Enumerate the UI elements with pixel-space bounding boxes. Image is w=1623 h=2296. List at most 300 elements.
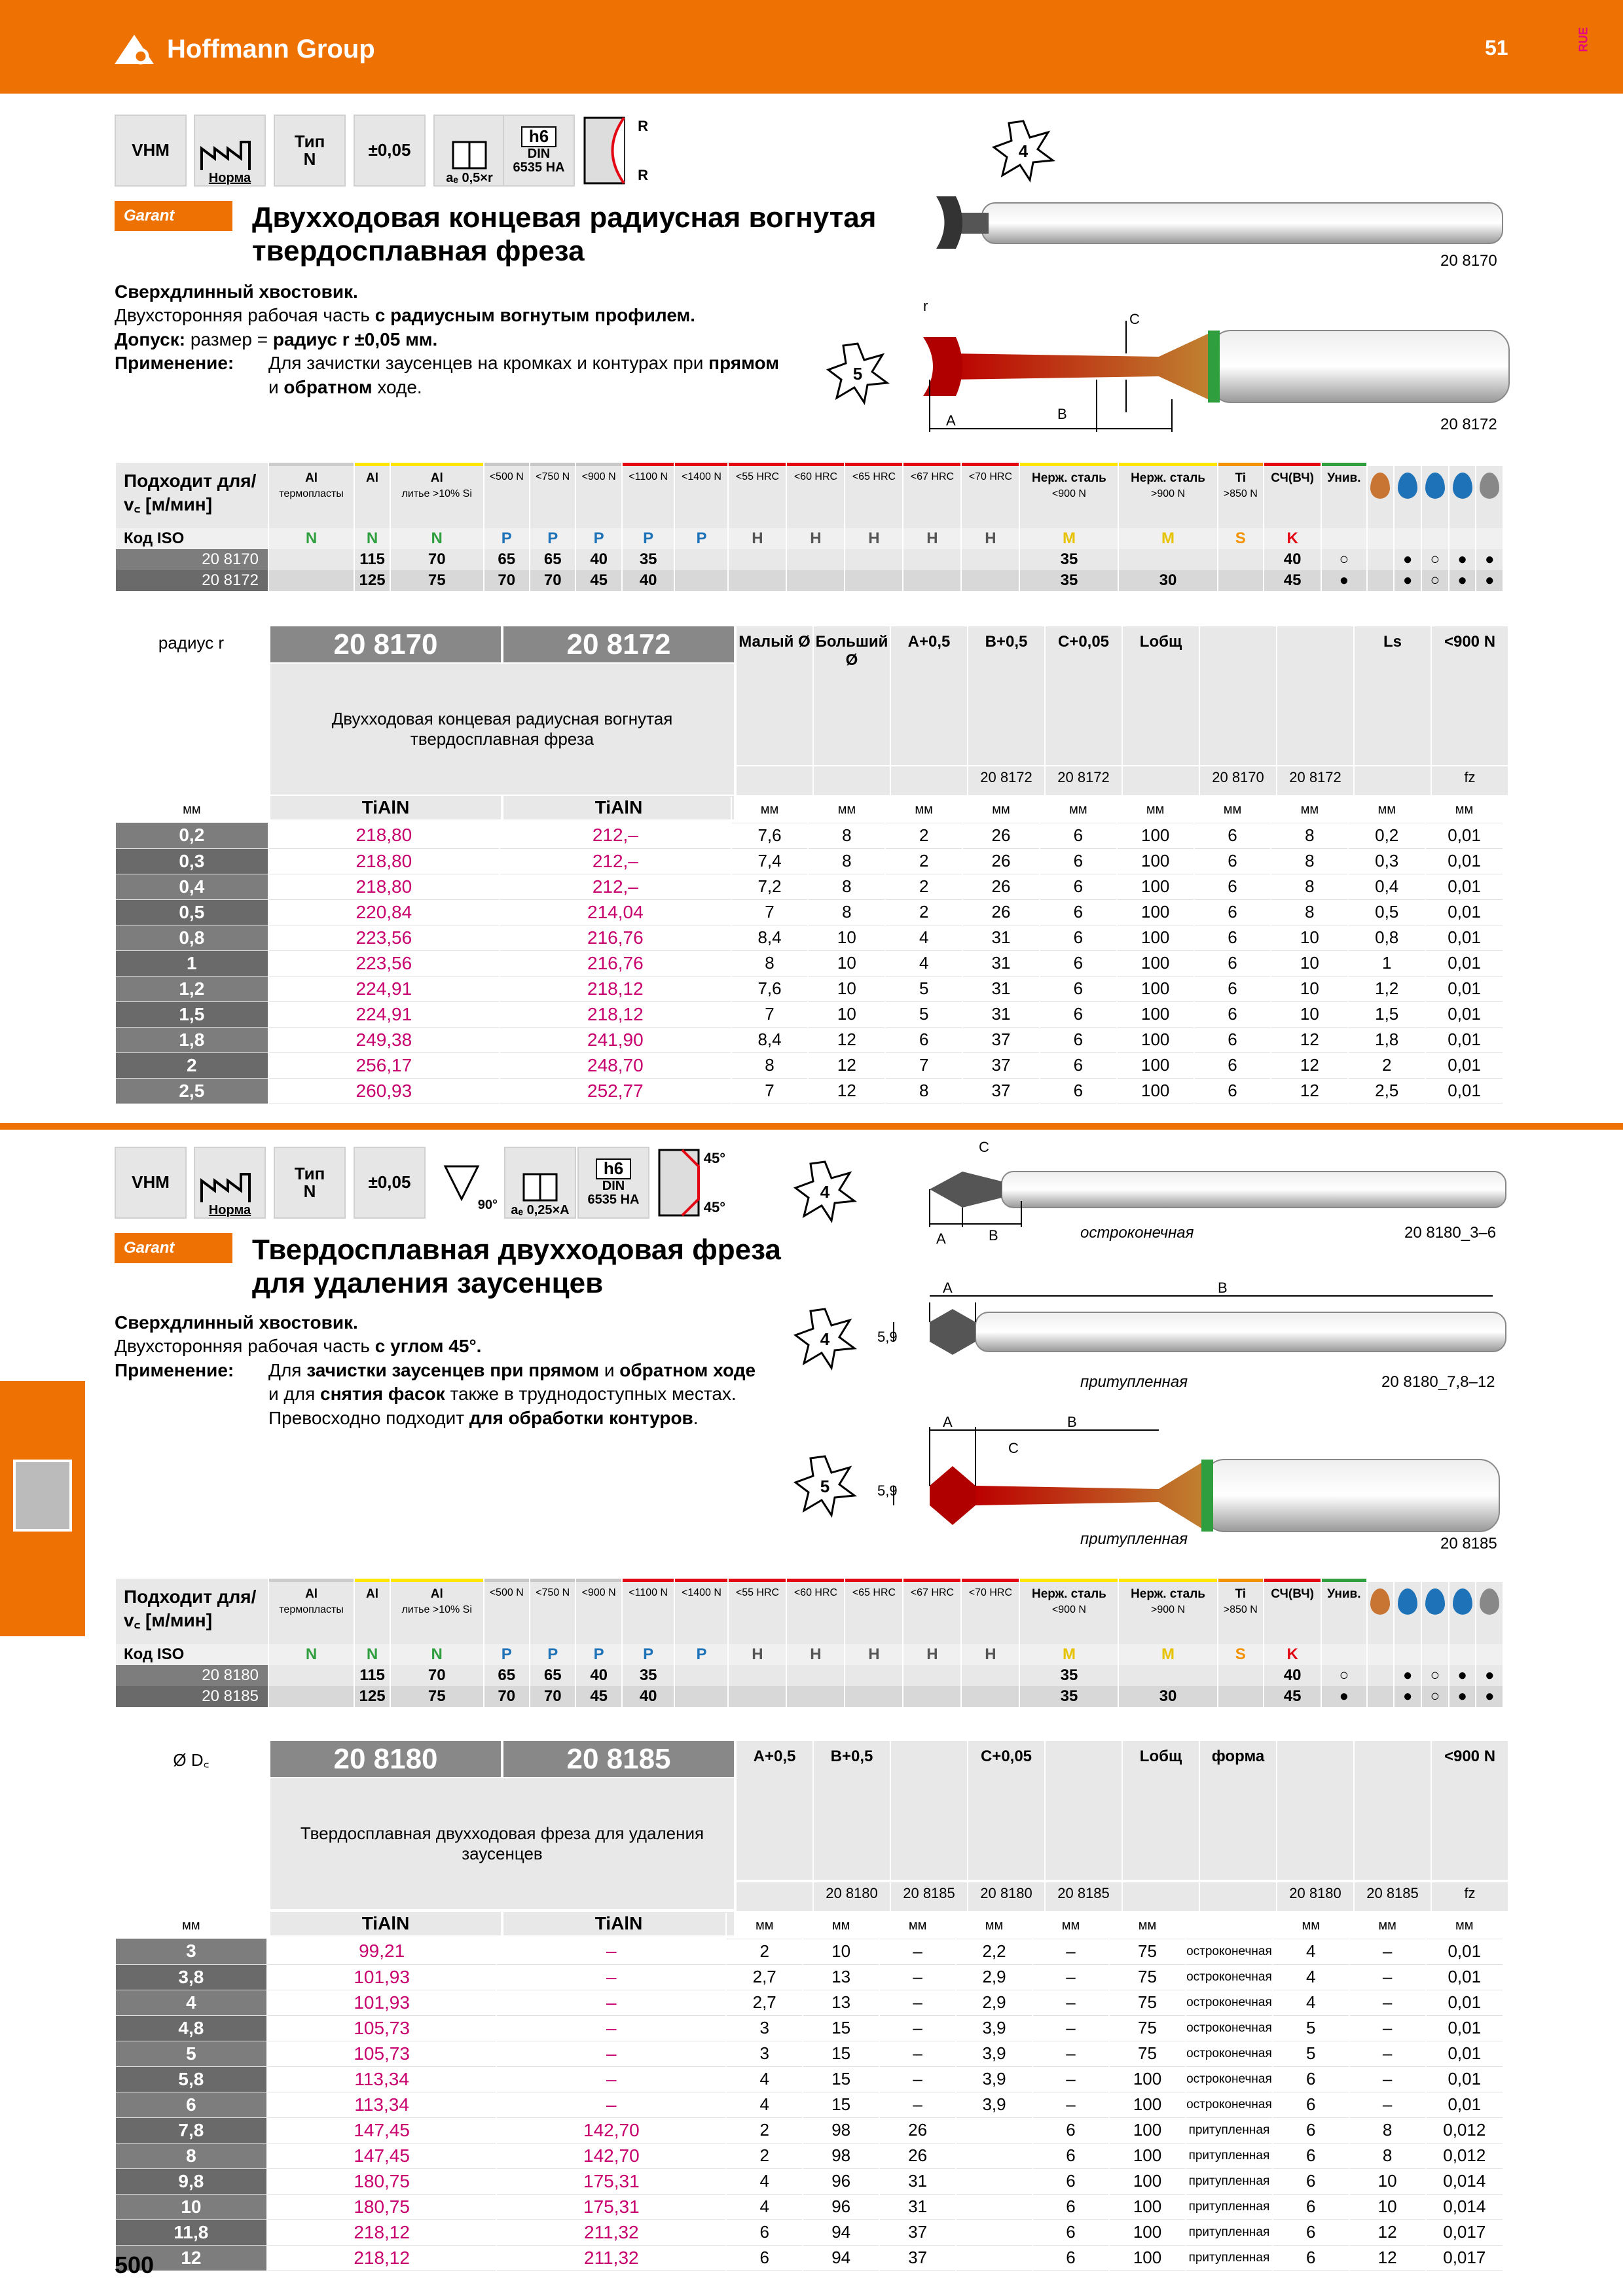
value-cell: 26 [962,848,1040,874]
value-cell: – [879,1990,956,2015]
value-cell: 15 [803,2092,879,2117]
table1-col-head: Больший Ø [814,626,890,765]
mat2-row-code: 20 8180 [115,1665,268,1686]
mat2-speed-cell [1218,1686,1264,1707]
value-cell: 0,01 [1425,925,1503,950]
price-cell[interactable]: 241,90 [500,1027,731,1052]
mat1-speed-cell [674,570,728,591]
mat2-label: Подходит для/ v꜀ [м/мин] [115,1579,268,1644]
mat1-speed-cell: 125 [354,570,390,591]
value-cell: 3 [726,2041,803,2066]
table1-col-head [1277,626,1353,765]
mat1-iso-code: N [354,528,390,549]
mat1-header-row [115,463,1503,528]
mat1-label: Подходит для/ v꜀ [м/мин] [115,463,268,528]
mat1-speed-cell: 45 [1264,570,1321,591]
value-cell: 6 [1194,823,1271,848]
mat2-material-col: <70 HRC [961,1579,1019,1644]
value-cell: 6 [1040,874,1117,899]
table-row [115,2245,1503,2270]
price-cell[interactable]: 212,– [500,874,731,899]
price-cell[interactable]: 218,80 [268,823,500,848]
row-key: 3,8 [115,1964,267,1990]
mat1-speed-cell [845,570,903,591]
value-cell: 1 [1348,950,1425,976]
price-cell[interactable]: 113,34 [267,2066,497,2092]
value-cell: 0,5 [1348,899,1425,925]
value-cell: 3 [726,2015,803,2041]
price-cell[interactable]: 212,– [500,848,731,874]
value-cell: остроконечная [1186,2092,1273,2117]
mat1-speed-cell [786,549,845,570]
price-cell[interactable]: 249,38 [268,1027,500,1052]
coolant-icon [1398,1588,1417,1615]
mat1-speed-cell [1218,570,1264,591]
value-cell: 2 [726,2143,803,2168]
value-cell: 6 [1032,2117,1109,2143]
price-cell[interactable]: 218,12 [267,2245,497,2270]
value-cell: 0,01 [1425,1027,1503,1052]
value-cell: 6 [726,2245,803,2270]
value-cell: 6 [1273,2143,1349,2168]
table1-col-sub [891,766,967,795]
value-cell: 6 [1273,2117,1349,2143]
value-cell: 12 [808,1078,885,1103]
table1-col-head: Ls [1355,626,1431,765]
product-description-1: Сверхдлинный хвостовик. Двухсторонняя рабочая часть с радиусным вогнутым профилем. Допуск: размер = радиус r ±0,05 мм. Применение: Для зачистки заусенцев на кромках и контурах при прямом и обратном ходе. [115,281,779,397]
value-cell: 75 [1109,2041,1186,2066]
value-cell: 6 [1273,2092,1349,2117]
value-cell: 0,01 [1426,2066,1503,2092]
mat2-material-col: <65 HRC [845,1579,903,1644]
mat1-material-col: <1400 N [674,463,728,528]
side-tab-tool-icon [13,1460,72,1532]
mat2-iso-code: H [786,1644,845,1665]
mat2-header-row [115,1579,1503,1644]
value-cell: – [1349,2041,1426,2066]
mat1-row-code: 20 8172 [115,570,268,591]
row-key: 12 [115,2245,267,2270]
tool-code-blunt: 20 8180_7,8–12 [1381,1373,1495,1391]
table2-col-sub [1123,1882,1199,1911]
price-cell[interactable]: 211,32 [496,2219,726,2245]
value-cell: 0,3 [1348,848,1425,874]
price-cell[interactable]: 175,31 [496,2194,726,2219]
value-cell: 8 [808,899,885,925]
mat1-iso-code: N [390,528,484,549]
standard-norm-icon: Норма [194,115,266,187]
mat2-material-col: Унив. [1321,1579,1366,1644]
value-cell: 0,012 [1426,2117,1503,2143]
price-cell[interactable]: – [496,1939,726,1964]
table2-col-head [1277,1741,1353,1880]
price-cell[interactable]: 223,56 [268,925,500,950]
value-cell: 6 [726,2219,803,2245]
table-row [115,1939,1503,1964]
price-cell[interactable]: 105,73 [267,2041,497,2066]
value-cell [956,2245,1032,2270]
value-cell: 4 [726,2066,803,2092]
price-cell[interactable]: – [496,2066,726,2092]
price-cell[interactable]: – [496,1990,726,2015]
mat1-speed-cell: 65 [484,549,530,570]
value-cell: 2,7 [726,1990,803,2015]
price-cell[interactable]: 101,93 [267,1964,497,1990]
value-cell: – [879,2041,956,2066]
price-cell[interactable]: 224,91 [268,1001,500,1027]
tool-drawing-208172 [910,298,1519,442]
value-cell: 96 [803,2168,879,2194]
mat1-speed-cell: 70 [484,570,530,591]
tool-drawing-blunt [877,1280,1519,1374]
price-cell[interactable]: 211,32 [496,2245,726,2270]
mat2-iso-code: P [674,1644,728,1665]
value-cell: 0,01 [1426,2041,1503,2066]
value-cell: 10 [808,1001,885,1027]
mat2-speed-cell [1367,1686,1395,1707]
value-cell: 37 [879,2219,956,2245]
mat1-speed-cell: 40 [575,549,621,570]
unit-cell: мм [1425,797,1503,823]
unit-cell: мм [182,1918,200,1933]
value-cell: 26 [962,874,1040,899]
table2-col-head: <900 N [1432,1741,1508,1880]
coolant-icon [1425,1588,1445,1615]
value-cell: 6 [885,1027,962,1052]
value-cell: 100 [1117,925,1194,950]
value-cell: 37 [962,1078,1040,1103]
mat1-material-col: <750 N [530,463,575,528]
table2-col-sub: 20 8185 [1355,1882,1431,1911]
table2-col-head: B+0,5 [814,1741,890,1880]
value-cell: 6 [1273,2219,1349,2245]
value-cell: 31 [962,976,1040,1001]
value-cell: 75 [1109,2015,1186,2041]
mat1-material-col [1421,463,1449,528]
value-cell: 2 [885,848,962,874]
table2-col-sub: 20 8185 [1046,1882,1122,1911]
mat2-speed-cell: ● [1476,1686,1503,1707]
type-icon-2: Тип N [274,1147,346,1219]
radius-profile-icon: R R [581,115,653,187]
table-row [115,2092,1503,2117]
price-cell[interactable]: 142,70 [496,2117,726,2143]
table-row [115,2015,1503,2041]
value-cell: 10 [1271,950,1348,976]
svg-text:C: C [1129,311,1140,327]
mat2-iso-code: S [1218,1644,1264,1665]
price-cell[interactable]: 218,80 [268,874,500,899]
price-cell[interactable]: 218,12 [500,976,731,1001]
value-cell: 5 [885,976,962,1001]
value-cell: 4 [885,950,962,976]
mat1-iso-code [1421,528,1449,549]
mat1-iso-code: P [622,528,675,549]
price-cell[interactable]: 260,93 [268,1078,500,1103]
price-cell[interactable]: 175,31 [496,2168,726,2194]
table1-col-sub: 20 8172 [968,766,1044,795]
price-cell[interactable]: 101,93 [267,1990,497,2015]
product-title-1: Двухходовая концевая радиусная вогнутая твердосплавная фреза [252,202,877,267]
value-cell: 37 [962,1027,1040,1052]
mat1-speed-row [115,549,1503,570]
price-cell[interactable]: 223,56 [268,950,500,976]
row-key: 11,8 [115,2219,267,2245]
value-cell: – [879,2066,956,2092]
mat2-speed-cell [903,1665,961,1686]
mat1-material-col [1476,463,1503,528]
value-cell: 0,017 [1426,2245,1503,2270]
value-cell: 0,01 [1425,1052,1503,1078]
value-cell: 6 [1194,874,1271,899]
value-cell: 2,5 [1348,1078,1425,1103]
table-row [115,1052,1503,1078]
flutes-4-icon-2b [792,1306,858,1371]
price-cell[interactable]: 256,17 [268,1052,500,1078]
tool-code-pointed: 20 8180_3–6 [1404,1224,1497,1242]
table1-code1-head: 20 8170 [270,626,501,662]
mat2-speed-cell: 35 [1019,1686,1118,1707]
mat2-material-col: <67 HRC [903,1579,961,1644]
table1-col-head: B+0,5 [968,626,1044,765]
value-cell: 26 [962,899,1040,925]
mat1-material-col [1367,463,1395,528]
value-cell: 12 [1349,2219,1426,2245]
value-cell: 8 [808,874,885,899]
mat1-material-col: <500 N [484,463,530,528]
table2-unit-row [115,1913,1503,1939]
price-cell[interactable]: 216,76 [500,950,731,976]
mat1-speed-cell: ● [1476,549,1503,570]
table-row [115,2041,1503,2066]
value-cell: 0,01 [1425,976,1503,1001]
price-cell[interactable]: 224,91 [268,976,500,1001]
value-cell: 2,9 [956,1990,1032,2015]
mat2-material-col: Al термопласты [268,1579,354,1644]
value-cell: 6 [1273,2245,1349,2270]
price-cell[interactable]: 248,70 [500,1052,731,1078]
value-cell: 100 [1117,848,1194,874]
price-cell[interactable]: – [496,2041,726,2066]
flutes-4-icon [991,118,1056,183]
value-cell: 100 [1109,2245,1186,2270]
mat2-material-col [1449,1579,1476,1644]
svg-text:C: C [979,1139,989,1155]
price-cell[interactable]: – [496,1964,726,1990]
table-row [115,1990,1503,2015]
tool-code-208185: 20 8185 [1440,1535,1497,1552]
mat1-speed-cell: ● [1321,570,1366,591]
mat1-material-col: <70 HRC [961,463,1019,528]
price-cell[interactable]: 142,70 [496,2143,726,2168]
mat2-speed-row [115,1665,1503,1686]
mat1-material-col: Нерж. сталь >900 N [1118,463,1217,528]
table1-col-sub: 20 8172 [1046,766,1122,795]
mat1-iso-code: K [1264,528,1321,549]
value-cell: 6 [1273,2194,1349,2219]
price-cell[interactable]: 218,80 [268,848,500,874]
value-cell: 10 [1271,925,1348,950]
value-cell: 6 [1040,823,1117,848]
mat2-speed-row [115,1686,1503,1707]
price-cell[interactable]: 216,76 [500,925,731,950]
value-cell: 6 [1194,1078,1271,1103]
mat2-speed-cell [961,1686,1019,1707]
svg-text:A: A [936,1230,946,1247]
mat2-speed-cell: 70 [390,1665,484,1686]
mat2-speed-cell [674,1665,728,1686]
value-cell: 10 [1349,2168,1426,2194]
value-cell: 2 [885,899,962,925]
value-cell: – [1349,1990,1426,2015]
value-cell: 8,4 [731,1027,809,1052]
value-cell: 2,9 [956,1964,1032,1990]
value-cell: 100 [1109,2194,1186,2219]
mat2-speed-cell [845,1665,903,1686]
value-cell: 12 [808,1027,885,1052]
mat2-speed-cell: 75 [390,1686,484,1707]
value-cell: 8,4 [731,925,809,950]
mat1-speed-cell: 35 [622,549,675,570]
row-key: 1,5 [115,1001,268,1027]
price-cell[interactable]: 220,84 [268,899,500,925]
svg-text:5: 5 [852,364,863,384]
mat1-iso-label: Код ISO [115,528,268,549]
value-cell: 6 [1040,1052,1117,1078]
angle-90-icon: 90° [426,1147,498,1219]
table-row [115,1078,1503,1103]
mat1-material-col [1449,463,1476,528]
value-cell: 6 [1040,1027,1117,1052]
mat2-speed-cell: 35 [1019,1665,1118,1686]
tool-name-pointed: остроконечная [1080,1224,1194,1242]
mat2-material-col: СЧ(ВЧ) [1264,1579,1321,1644]
value-cell: 6 [1040,976,1117,1001]
side-tab [0,1381,85,1636]
value-cell: 6 [1194,925,1271,950]
mat1-speed-cell: ● [1394,549,1421,570]
price-cell[interactable]: 218,12 [267,2219,497,2245]
value-cell: 0,01 [1425,874,1503,899]
value-cell: – [879,1964,956,1990]
row-key: 6 [115,2092,267,2117]
svg-text:A: A [943,1414,953,1430]
value-cell: 26 [879,2117,956,2143]
mat1-speed-cell: ● [1449,570,1476,591]
mat2-material-col: <60 HRC [786,1579,845,1644]
value-cell: 4 [726,2168,803,2194]
mat2-speed-cell [268,1686,354,1707]
price-cell[interactable]: – [496,2092,726,2117]
value-cell: 100 [1109,2219,1186,2245]
value-cell: 0,017 [1426,2219,1503,2245]
value-cell: – [879,2092,956,2117]
value-cell: 3,9 [956,2092,1032,2117]
price-cell[interactable]: 252,77 [500,1078,731,1103]
price-cell[interactable]: 147,45 [267,2117,497,2143]
mat2-iso-code: P [622,1644,675,1665]
price-cell[interactable]: 105,73 [267,2015,497,2041]
mat1-speed-cell: ○ [1421,570,1449,591]
mat2-speed-cell: 45 [575,1686,621,1707]
mat1-speed-cell: ● [1449,549,1476,570]
mat1-material-col: <65 HRC [845,463,903,528]
value-cell: – [1349,2092,1426,2117]
product-title-2: Твердосплавная двухходовая фреза для удаления заусенцев [252,1234,781,1299]
price-cell[interactable]: – [496,2015,726,2041]
value-cell: 8 [1271,874,1348,899]
value-cell: 2 [726,2117,803,2143]
value-cell: 4 [885,925,962,950]
mat1-speed-cell: 70 [390,549,484,570]
value-cell: 0,4 [1348,874,1425,899]
value-cell: – [879,1939,956,1964]
value-cell: притупленная [1186,2219,1273,2245]
tool-code-2: 20 8172 [1440,416,1497,433]
unit-cell: мм [956,1913,1032,1939]
value-cell: 8 [731,1052,809,1078]
value-cell: 100 [1109,2092,1186,2117]
table1-col-sub [737,766,812,795]
value-cell: 10 [1271,976,1348,1001]
price-cell[interactable]: 180,75 [267,2168,497,2194]
coolant-icon [1453,473,1472,499]
value-cell: 5 [1273,2015,1349,2041]
mat2-speed-cell: 65 [484,1665,530,1686]
mat2-speed-cell [268,1665,354,1686]
row-key: 1 [115,950,268,976]
language-code: RUE [1577,27,1590,52]
value-cell: 12 [1271,1052,1348,1078]
mat1-speed-cell: ● [1476,570,1503,591]
mat2-iso-code: H [961,1644,1019,1665]
price-cell[interactable]: 214,04 [500,899,731,925]
price-cell[interactable]: 147,45 [267,2143,497,2168]
mat1-iso-code [1394,528,1421,549]
mat1-iso-code [1449,528,1476,549]
mat1-speed-cell [674,549,728,570]
svg-text:B: B [1067,1414,1077,1430]
price-cell[interactable]: 180,75 [267,2194,497,2219]
value-cell: 5 [1273,2041,1349,2066]
table2-key-head: Ø D꜀ [173,1750,210,1770]
value-cell: 2 [885,874,962,899]
value-cell: 7,4 [731,848,809,874]
unit-cell: мм [803,1913,879,1939]
mat1-speed-cell [903,549,961,570]
value-cell: 100 [1109,2117,1186,2143]
price-cell[interactable]: 99,21 [267,1939,497,1964]
unit-cell: мм [1426,1913,1503,1939]
price-cell[interactable]: 212,– [500,823,731,848]
value-cell: – [1032,2015,1109,2041]
mat2-speed-cell [1218,1665,1264,1686]
product-table-2 [115,1913,1503,2271]
table1-col-sub [814,766,890,795]
row-key: 0,5 [115,899,268,925]
price-cell[interactable]: 113,34 [267,2092,497,2117]
value-cell: 0,01 [1426,2092,1503,2117]
value-cell: 100 [1117,1078,1194,1103]
mat2-speed-cell [845,1686,903,1707]
mat2-material-col: <1100 N [622,1579,675,1644]
value-cell: 100 [1117,976,1194,1001]
value-cell [956,2168,1032,2194]
value-cell: 6 [1040,848,1117,874]
unit-cell [1186,1913,1273,1939]
price-cell[interactable]: 218,12 [500,1001,731,1027]
unit-cell: мм [1194,797,1271,823]
